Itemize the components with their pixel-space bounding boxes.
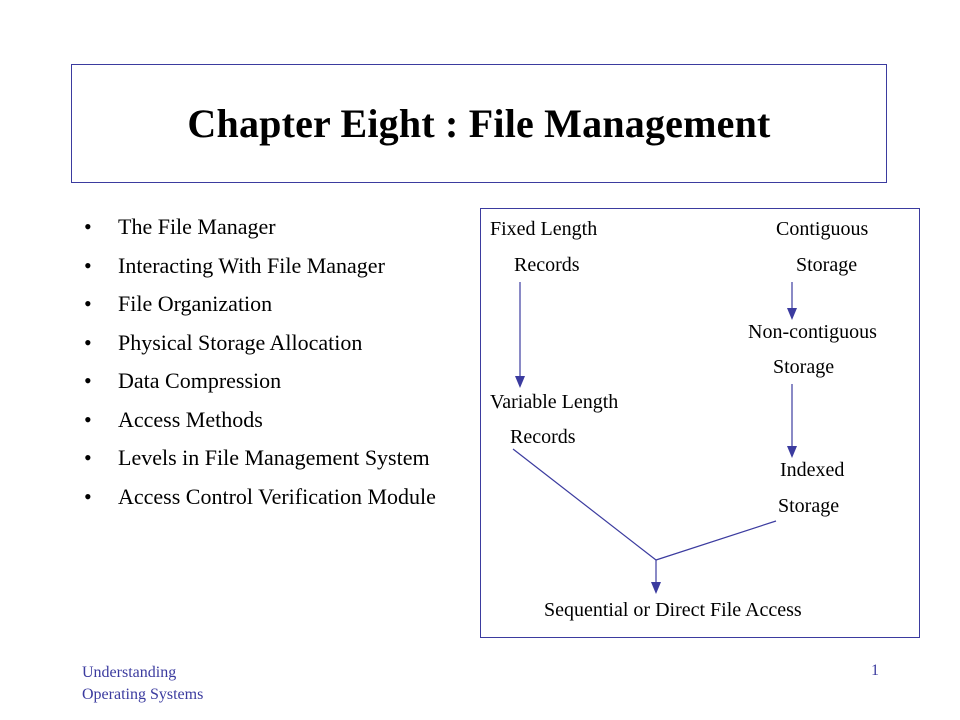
bullet-text: File Organization (118, 291, 273, 316)
page-number: 1 (871, 662, 879, 679)
file-access-label: Sequential or Direct File Access (544, 599, 802, 621)
noncontiguous-label: Non-contiguous (748, 321, 877, 343)
bullet-icon: • (84, 406, 92, 432)
slide-title: Chapter Eight : File Management (187, 101, 771, 146)
bullet-icon: • (84, 214, 92, 239)
bullet-item (84, 405, 464, 435)
bullet-text: Physical Storage Allocation (118, 329, 363, 355)
title-box (71, 64, 887, 183)
bullet-text: Access Control Verification Module (118, 483, 436, 509)
bullet-icon: • (84, 368, 92, 393)
bullet-icon: • (84, 329, 92, 355)
bullet-item (84, 366, 464, 396)
variable-length-label: Variable Length (490, 391, 619, 413)
contiguous-label: Contiguous (776, 218, 869, 240)
bullet-text: Interacting With File Manager (118, 252, 385, 278)
footer-course-line1: Understanding (82, 664, 177, 681)
fixed-length-label: Fixed Length (490, 218, 598, 240)
indexed-storage-label: Storage (778, 495, 840, 517)
contiguous-storage-label: Storage (796, 254, 858, 276)
variable-records-label: Records (510, 426, 576, 448)
footer-course-line2: Operating Systems (82, 686, 204, 703)
noncontiguous-storage-label: Storage (773, 356, 835, 378)
bullet-text: Levels in File Management System (118, 445, 430, 470)
bullet-text: Access Methods (118, 406, 263, 432)
bullet-item (84, 482, 464, 512)
bullet-icon: • (84, 252, 92, 278)
bullet-icon: • (84, 483, 92, 509)
bullet-item (84, 443, 464, 473)
bullet-text: The File Manager (118, 214, 276, 239)
bullet-list (84, 212, 464, 520)
bullet-item (84, 289, 464, 319)
bullet-icon: • (84, 291, 92, 316)
footer-course (82, 662, 203, 706)
bullet-icon: • (84, 445, 92, 470)
bullet-item (84, 212, 464, 242)
bullet-item (84, 328, 464, 358)
fixed-records-label: Records (514, 254, 580, 276)
bullet-text: Data Compression (118, 368, 282, 393)
indexed-label: Indexed (780, 459, 845, 481)
bullet-item (84, 251, 464, 281)
